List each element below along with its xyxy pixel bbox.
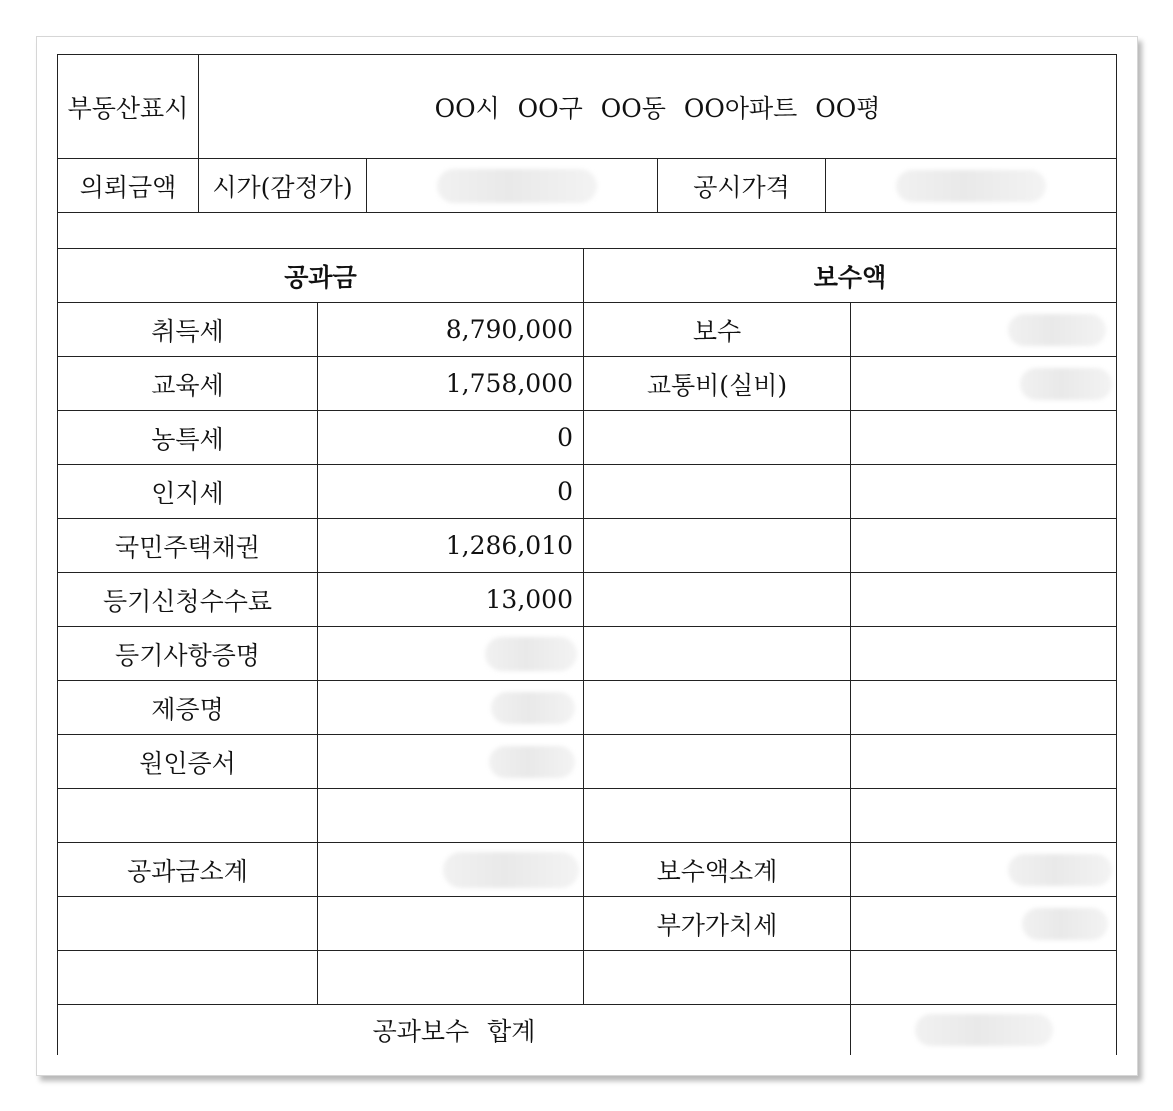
vat-amount [851, 897, 1117, 951]
table-row [58, 519, 1117, 573]
redacted-value [443, 852, 579, 888]
vat-row [58, 897, 1117, 951]
tax-label: 제증명 [58, 681, 318, 735]
table-row [58, 411, 1117, 465]
subtotal-row [58, 843, 1117, 897]
fee-subtotal-label: 보수액소계 [584, 843, 851, 897]
empty-cell [584, 681, 851, 735]
fee-label: 교통비(실비) [584, 357, 851, 411]
redacted-value [489, 746, 575, 778]
redacted-value [1020, 368, 1112, 400]
redacted-value [1008, 314, 1106, 346]
table-row [58, 627, 1117, 681]
empty-cell [851, 681, 1117, 735]
tax-subtotal-amount [318, 843, 584, 897]
tax-subtotal-label: 공과금소계 [58, 843, 318, 897]
spacer-cell [58, 213, 1117, 249]
tax-amount: 8,790,000 [318, 303, 584, 357]
empty-cell [584, 519, 851, 573]
tax-label: 등기사항증명 [58, 627, 318, 681]
official-price-label: 공시가격 [658, 159, 826, 213]
table-row [58, 303, 1117, 357]
property-label: 부동산표시 [58, 55, 199, 159]
fee-amount [851, 357, 1117, 411]
empty-cell [851, 465, 1117, 519]
market-price-value [367, 159, 658, 213]
table-row [58, 951, 1117, 1005]
market-price-label: 시가(감정가) [199, 159, 367, 213]
fee-amount [851, 303, 1117, 357]
empty-cell [318, 789, 584, 843]
tax-label: 교육세 [58, 357, 318, 411]
tax-amount: 1,286,010 [318, 519, 584, 573]
tax-amount [318, 735, 584, 789]
tax-label: 취득세 [58, 303, 318, 357]
vat-label: 부가가치세 [584, 897, 851, 951]
tax-amount: 13,000 [318, 573, 584, 627]
table-row [58, 357, 1117, 411]
tax-amount [318, 627, 584, 681]
tax-label: 원인증서 [58, 735, 318, 789]
spacer-row [58, 213, 1117, 249]
request-row [58, 159, 1117, 213]
total-amount [851, 1005, 1117, 1055]
redacted-value [485, 637, 577, 671]
tax-amount: 0 [318, 411, 584, 465]
empty-cell [58, 951, 318, 1005]
official-price-value [826, 159, 1117, 213]
empty-cell [584, 735, 851, 789]
redacted-value [1022, 908, 1108, 940]
fee-subtotal-amount [851, 843, 1117, 897]
empty-cell [584, 465, 851, 519]
fee-estimate-table [57, 54, 1117, 1055]
empty-cell [851, 627, 1117, 681]
empty-cell [851, 735, 1117, 789]
tax-label: 등기신청수수료 [58, 573, 318, 627]
empty-cell [851, 411, 1117, 465]
empty-cell [584, 789, 851, 843]
table-row [58, 465, 1117, 519]
empty-cell [851, 519, 1117, 573]
empty-cell [584, 573, 851, 627]
tax-label: 국민주택채권 [58, 519, 318, 573]
tax-label: 인지세 [58, 465, 318, 519]
redacted-value [437, 169, 597, 203]
tax-label: 농특세 [58, 411, 318, 465]
empty-cell [584, 951, 851, 1005]
fee-label: 보수 [584, 303, 851, 357]
property-row [58, 55, 1117, 159]
table-row [58, 789, 1117, 843]
empty-cell [58, 789, 318, 843]
redacted-value [491, 692, 575, 724]
tax-amount: 1,758,000 [318, 357, 584, 411]
taxes-header: 공과금 [58, 249, 584, 303]
empty-cell [851, 789, 1117, 843]
fees-header: 보수액 [584, 249, 1117, 303]
empty-cell [584, 411, 851, 465]
tax-amount: 0 [318, 465, 584, 519]
empty-cell [318, 951, 584, 1005]
request-label: 의뢰금액 [58, 159, 199, 213]
table-row [58, 681, 1117, 735]
table-row [58, 735, 1117, 789]
redacted-value [1008, 854, 1112, 886]
table-row [58, 573, 1117, 627]
redacted-value [896, 170, 1046, 202]
property-value: OO시 OO구 OO동 OO아파트 OO평 [199, 55, 1117, 159]
empty-cell [851, 573, 1117, 627]
empty-cell [851, 951, 1117, 1005]
empty-cell [584, 627, 851, 681]
total-label: 공과보수 합계 [58, 1005, 851, 1055]
tax-amount [318, 681, 584, 735]
redacted-value [915, 1014, 1053, 1046]
total-row [58, 1005, 1117, 1055]
empty-cell [318, 897, 584, 951]
empty-cell [58, 897, 318, 951]
header-row [58, 249, 1117, 303]
